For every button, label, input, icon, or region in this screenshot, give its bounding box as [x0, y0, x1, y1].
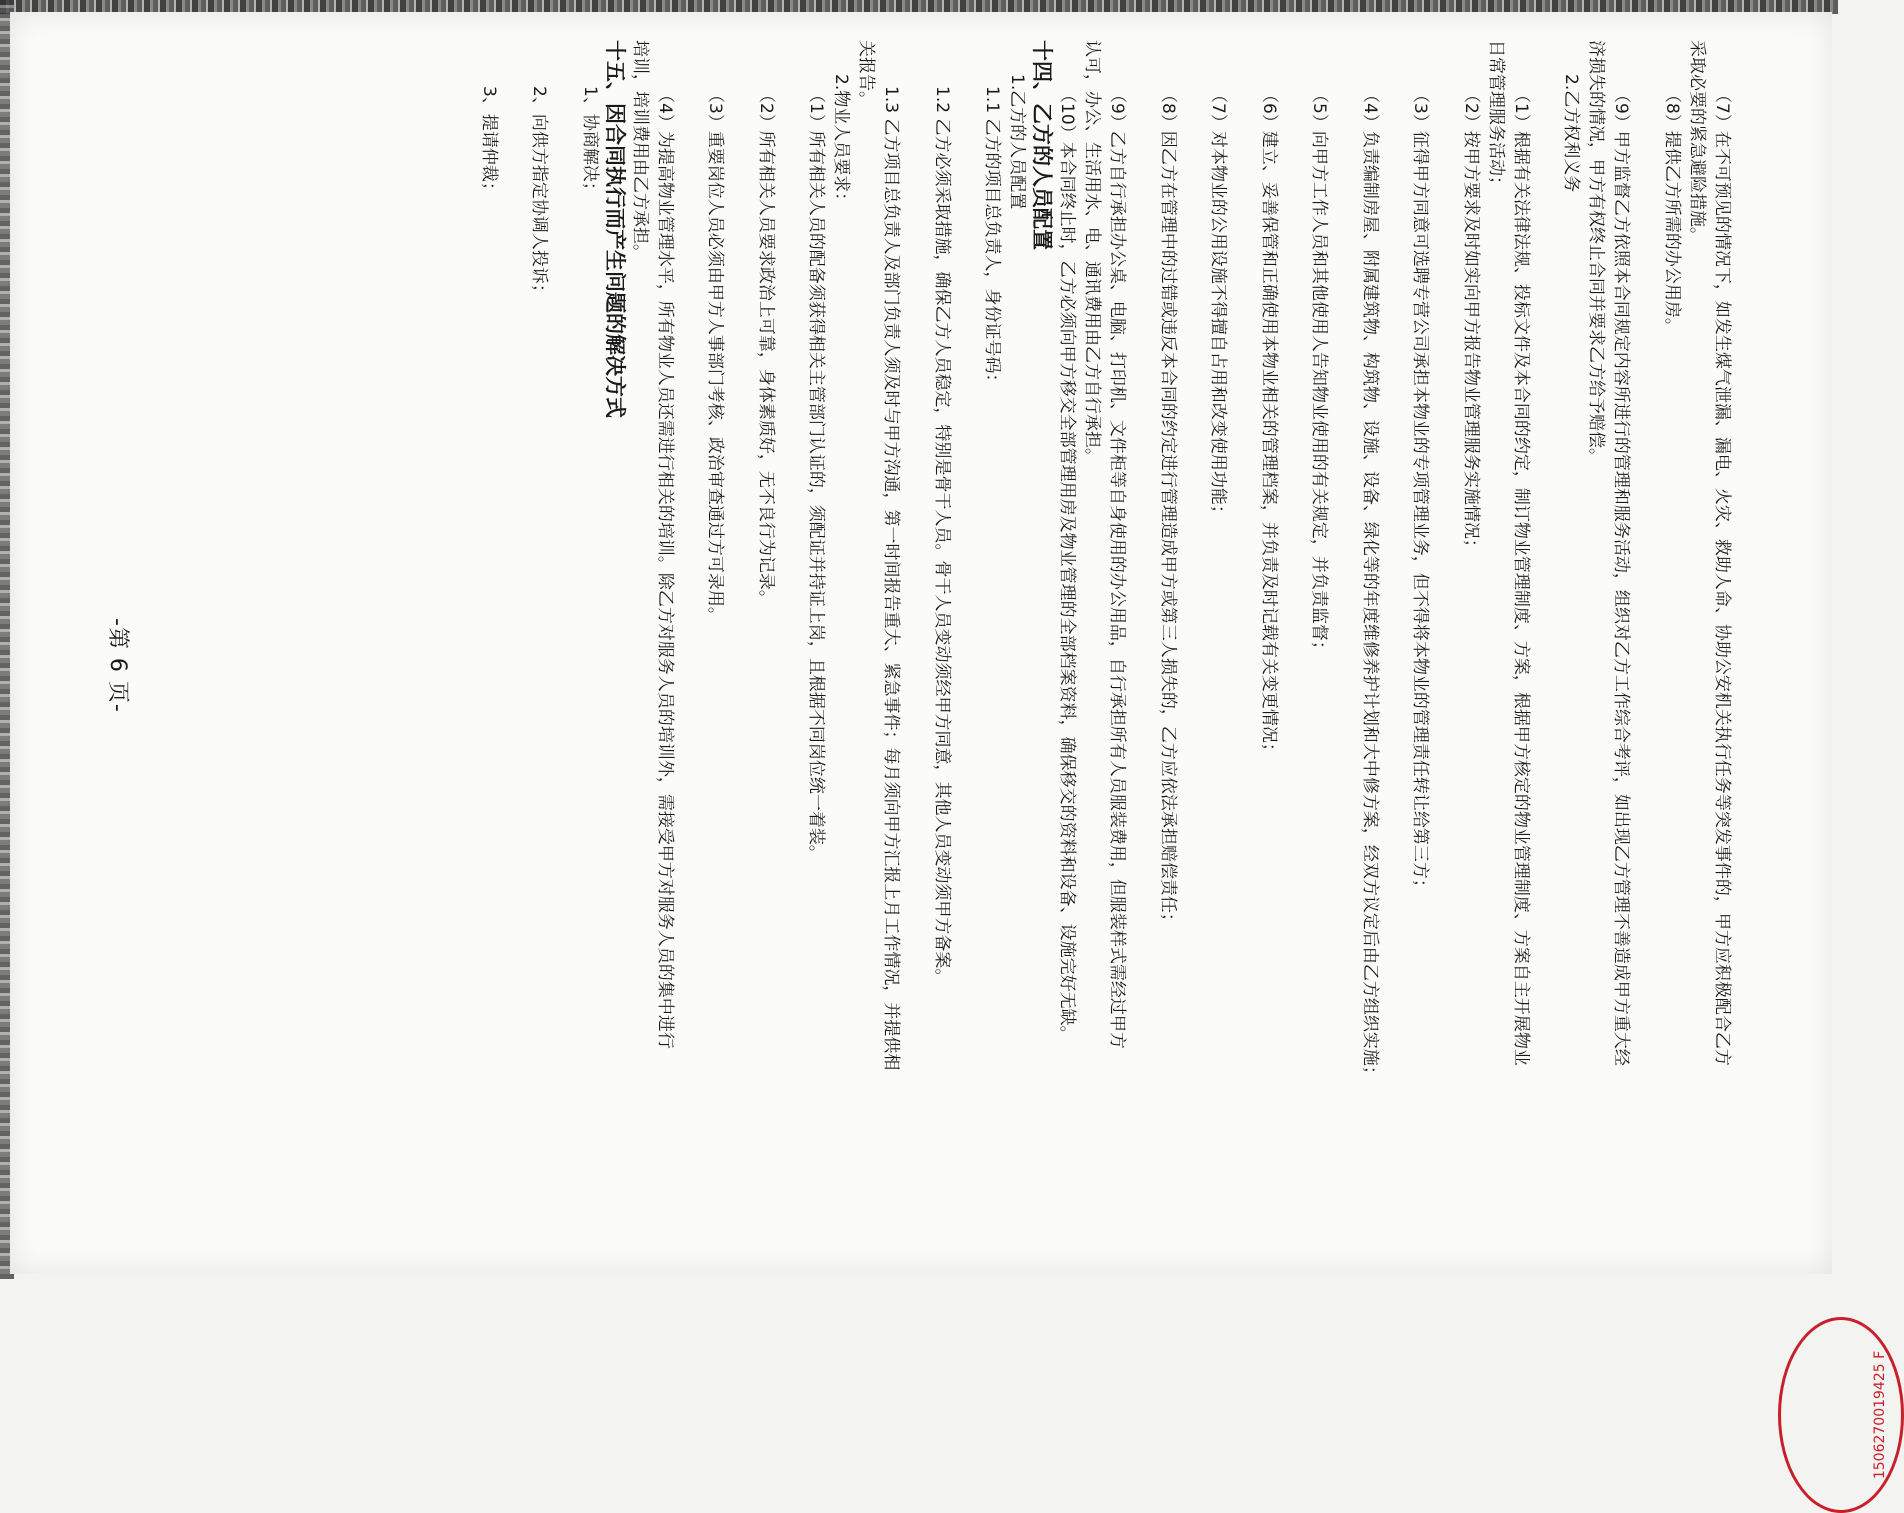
text-line: （8）因乙方在管理中的过错或违反本合同的约定进行管理造成甲方或第三人损失的，乙方应依法承担赔偿责任；	[1158, 86, 1178, 930]
text-line: 2、向供方指定协调人投诉；	[529, 86, 550, 301]
line-gap	[1634, 40, 1660, 1228]
stamp-text: 1506270019425 F	[1872, 1350, 1888, 1480]
line-gap	[1332, 40, 1358, 1228]
line-gap	[501, 40, 527, 1228]
contract-text	[476, 40, 1734, 1228]
text-line: 3、提请仲裁；	[479, 86, 499, 199]
red-seal-stamp	[1778, 1317, 1904, 1513]
page-number: -第 6 页-	[105, 618, 130, 713]
text-line: 采取必要的紧急避险措施。	[1687, 40, 1707, 244]
text-line: 关报告。	[856, 40, 877, 108]
line-gap	[778, 40, 804, 1228]
line-gap	[1433, 40, 1459, 1228]
section-heading: 十五、因合同执行而产生问题的解决方式	[603, 40, 627, 418]
text-line: （1）根据有关法律法规、投标文件及本合同的约定，制订物业管理制度、方案，根据甲方核定的物业管理制度、方案自主开展物业	[1511, 86, 1531, 1066]
text-line: 日常管理服务活动；	[1486, 40, 1506, 193]
text-line: （4）负责编制房屋、附属建筑物、构筑物、设施、设备、绿化等的年度维修养护计划和大中修方案，经双方议定后由乙方组织实施；	[1360, 86, 1380, 1083]
text-line: （2）所有相关人员要求政治上可靠，身体素质好，无不良行为记录。	[756, 86, 776, 607]
text-line: （7）对本物业的公用设施不得擅自占用和改变使用功能；	[1208, 86, 1229, 522]
text-line: （7）在不可预见的情况下，如发生煤气泄漏、漏电、火灾、救助人命、协助公安机关执行任务等突发事件的，甲方应积极配合乙方	[1712, 86, 1732, 1066]
text-line: 1.1 乙方的项目总负责人，身份证号码：	[982, 86, 1003, 391]
text-line: 1.3 乙方项目总负责人及部门负责人须及时与甲方沟通，第一时间报告重大、紧急事件；每月须向甲方汇报上月工作情况，并提供相	[881, 86, 902, 1071]
line-gap	[1281, 40, 1307, 1228]
rotated-page	[10, 12, 1888, 1480]
text-line: （3）重要岗位人员必须由甲方人事部门考核、政治审查通过方可录用。	[705, 86, 726, 624]
line-gap	[677, 40, 703, 1228]
text-line: 培训，培训费用由乙方承担。	[630, 40, 650, 261]
line-gap	[1231, 40, 1257, 1228]
text-line: 1.乙方的人员配置	[1007, 74, 1028, 210]
section-heading: 十四、乙方的人员配置	[1030, 40, 1055, 250]
text-line: 1、协商解决；	[580, 86, 600, 199]
text-line: （5）向甲方工作人员和其他使用人告知物业使用的有关规定，并负责监督；	[1309, 86, 1330, 658]
line-gap	[1533, 40, 1559, 1228]
line-gap	[954, 40, 980, 1228]
text-line: 济损失的情况，甲方有权终止合同并要求乙方给予赔偿。	[1586, 40, 1607, 465]
line-gap	[728, 40, 754, 1228]
text-line: （2）按甲方要求及时如实向甲方报告物业管理服务实施情况；	[1461, 86, 1481, 556]
line-gap	[904, 40, 930, 1228]
text-line: 2.物业人员要求：	[831, 74, 852, 210]
line-gap	[1180, 40, 1206, 1228]
text-line: 2.乙方权利义务	[1561, 74, 1582, 193]
text-line: （3）征得甲方同意可选聘专营公司承担本物业的专项管理业务，但不得将本物业的管理责任转让给第三方；	[1410, 86, 1431, 896]
text-line: （4）为提高物业管理水平，所有物业人员还需进行相关的培训。除乙方对服务人员的培训外，需接受甲方对服务人员的集中进行	[655, 86, 675, 1049]
text-line: （9）乙方自行承担办公桌、电脑、打印机、文件柜等自身使用的办公用品，自行承担所有人员服装费用，但服装样式需经过甲方	[1107, 86, 1128, 1049]
text-line: （6）建立、妥善保管和正确使用本物业相关的管理档案，并负责及时记载有关变更情况；	[1259, 86, 1279, 760]
line-gap	[1130, 40, 1156, 1228]
text-line: 1.2 乙方必须采取措施，确保乙方人员稳定，特别是骨干人员。骨干人员变动须经甲方同意，其他人员变动须甲方备案。	[932, 86, 952, 986]
document-sheet	[10, 12, 1888, 1480]
text-line: （9）甲方监督乙方依照本合同规定内容所进行的管理和服务活动，组织对乙方工作综合考评，如出现乙方管理不善造成甲方重大经	[1611, 86, 1632, 1066]
text-line: （10）本合同终止时，乙方必须向甲方移交全部管理用房及物业管理的全部档案资料，确保移交的资料和设备、设施完好无缺。	[1057, 86, 1078, 1043]
line-gap	[552, 40, 578, 1228]
text-line: 认可，办公、生活用水、电、通讯费用由乙方自行承担。	[1082, 40, 1103, 465]
text-line: （1）所有相关人员的配备须获得相关主管部门认证的，须配证并持证上岗，且根据不同岗位统一着装。	[806, 86, 827, 862]
text-line: （8）提供乙方所需的办公用房。	[1662, 86, 1682, 335]
line-gap	[1382, 40, 1408, 1228]
